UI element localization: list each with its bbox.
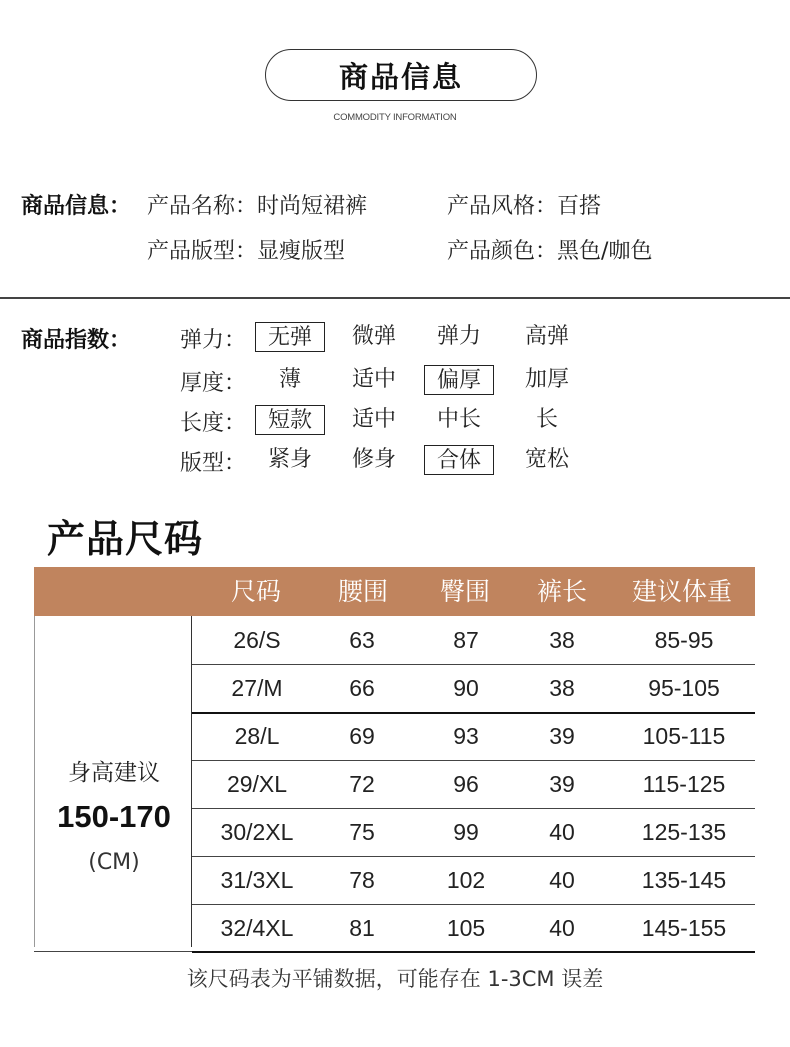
index-category: 弹力： xyxy=(180,328,247,353)
cell-waist: 72 xyxy=(349,771,375,797)
index-category: 版型： xyxy=(180,451,247,476)
table-row xyxy=(192,760,755,808)
column-header-length: 裤长 xyxy=(536,577,587,606)
table-row xyxy=(192,616,755,664)
cell-hip: 96 xyxy=(453,771,479,797)
index-option-selected: 合体 xyxy=(424,445,494,475)
cell-waist: 75 xyxy=(349,819,375,845)
cell-waist: 63 xyxy=(349,627,375,653)
cell-weight: 105-115 xyxy=(642,723,726,749)
size-chart-note: 该尺码表为平铺数据，可能存在 1-3CM 误差 xyxy=(186,967,604,991)
cell-hip: 87 xyxy=(453,627,479,653)
cell-weight: 145-155 xyxy=(641,915,727,941)
column-header-waist: 腰围 xyxy=(337,577,388,606)
index-option: 修身 xyxy=(351,447,396,472)
cell-hip: 99 xyxy=(453,819,479,845)
section-title: 商品信息 xyxy=(338,59,463,94)
index-option: 高弹 xyxy=(524,324,569,349)
cell-size: 28/L xyxy=(234,723,280,749)
column-header-size: 尺码 xyxy=(230,577,281,606)
cell-size: 29/XL xyxy=(226,771,288,797)
size-table-header xyxy=(34,567,755,616)
cell-size: 26/S xyxy=(233,627,281,653)
index-option-selected: 短款 xyxy=(255,405,325,435)
info-label: 商品信息： xyxy=(21,194,132,219)
cell-size: 31/3XL xyxy=(220,867,294,893)
section-subtitle: COMMODITY INFORMATION xyxy=(333,112,457,123)
size-chart-title: 产品尺码 xyxy=(47,517,204,561)
table-row xyxy=(192,856,755,904)
cell-weight: 135-145 xyxy=(641,867,727,893)
cell-weight: 115-125 xyxy=(642,771,726,797)
cell-size: 27/M xyxy=(231,675,283,701)
info-product-name: 产品名称：时尚短裙裤 xyxy=(147,194,368,219)
column-header-weight: 建议体重 xyxy=(631,577,732,606)
cell-weight: 85-95 xyxy=(654,627,714,653)
index-option: 中长 xyxy=(436,407,481,432)
table-row xyxy=(192,712,755,760)
height-suggestion-label: 身高建议 xyxy=(68,760,160,786)
cell-length: 40 xyxy=(549,819,575,845)
cell-length: 39 xyxy=(549,723,575,749)
cell-length: 38 xyxy=(549,675,575,701)
cell-length: 38 xyxy=(549,627,575,653)
height-suggestion-cell xyxy=(34,616,192,947)
cell-waist: 69 xyxy=(349,723,375,749)
height-suggestion-range: 150-170 xyxy=(57,799,171,834)
index-option: 薄 xyxy=(278,367,301,392)
cell-waist: 78 xyxy=(349,867,375,893)
cell-weight: 125-135 xyxy=(641,819,727,845)
index-option: 宽松 xyxy=(524,447,569,472)
index-category: 长度： xyxy=(180,411,247,436)
info-product-style: 产品风格：百搭 xyxy=(447,194,602,219)
index-label: 商品指数： xyxy=(21,328,132,353)
index-option-selected: 偏厚 xyxy=(424,365,494,395)
index-option: 加厚 xyxy=(524,367,569,392)
cell-hip: 90 xyxy=(453,675,479,701)
cell-length: 40 xyxy=(549,867,575,893)
cell-waist: 81 xyxy=(349,915,375,941)
cell-length: 39 xyxy=(549,771,575,797)
cell-length: 40 xyxy=(549,915,575,941)
index-category: 厚度： xyxy=(180,371,247,396)
cell-hip: 93 xyxy=(453,723,479,749)
info-product-fit: 产品版型：显瘦版型 xyxy=(147,239,346,264)
index-option: 弹力 xyxy=(436,324,481,349)
index-option-selected: 无弹 xyxy=(255,322,325,352)
index-option: 适中 xyxy=(351,407,396,432)
table-row-divider xyxy=(192,951,755,953)
table-row xyxy=(192,808,755,856)
cell-size: 30/2XL xyxy=(220,819,294,845)
height-suggestion-unit: (CM) xyxy=(88,850,140,875)
cell-waist: 66 xyxy=(349,675,375,701)
index-option: 长 xyxy=(535,407,558,432)
cell-hip: 102 xyxy=(446,867,486,893)
index-option: 微弹 xyxy=(351,324,396,349)
info-product-color: 产品颜色：黑色/咖色 xyxy=(447,239,653,264)
column-header-hip: 臀围 xyxy=(439,577,490,606)
section-divider xyxy=(0,297,790,299)
index-option: 适中 xyxy=(351,367,396,392)
index-option: 紧身 xyxy=(267,447,312,472)
table-row xyxy=(192,904,755,952)
section-title-pill xyxy=(265,49,537,101)
table-row xyxy=(192,664,755,712)
cell-weight: 95-105 xyxy=(648,675,720,701)
cell-size: 32/4XL xyxy=(220,915,294,941)
cell-hip: 105 xyxy=(446,915,486,941)
table-left-bottom-border xyxy=(34,951,192,952)
